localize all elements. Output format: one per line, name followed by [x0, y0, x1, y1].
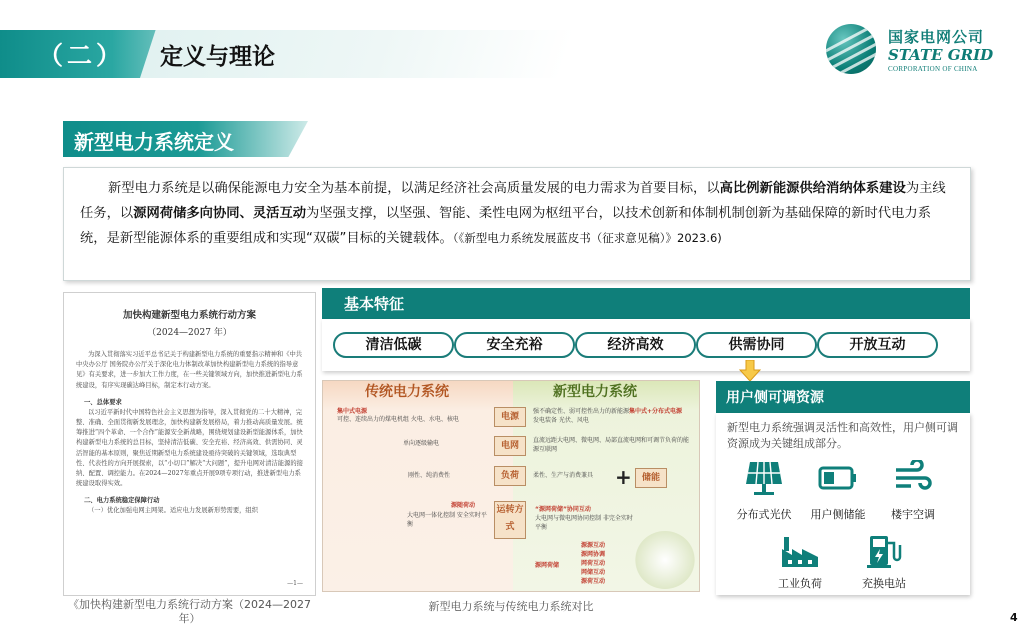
traditional-load-text: 刚性、纯消费性: [408, 472, 451, 479]
document-paragraph: 为深入贯彻落实习近平总书记关于构建新型电力系统的重要指示精神和《中共中央办公厅 国务院办公厅关于深化电力体制改革加快构建新型电力系统的指导意见》有关要求，进一步加大工作力度，在一些关键领域方向，加快推进新型电力系统建设，有序实现碳达峰目标，制定本行动方案。: [76, 351, 303, 389]
document-years: （2024—2027 年）: [147, 328, 232, 338]
document-paragraph: （一）优化加强电网主网架。适应电力发展新形势需要，组织: [88, 507, 259, 515]
resource-label: 用户侧储能: [810, 508, 866, 521]
interaction-item: 源源互动: [581, 542, 606, 549]
feature-pill: 供需协同: [696, 332, 817, 358]
resource-label: 分布式光伏: [736, 508, 792, 521]
globe-icon: [826, 24, 876, 74]
definition-heading: 新型电力系统定义: [74, 130, 234, 154]
battery-icon: [818, 460, 858, 496]
logo-name-cn: 国家电网公司: [888, 28, 985, 46]
air-conditioning-icon: [893, 460, 933, 496]
solar-panel-icon: [744, 460, 784, 496]
interaction-item: 源网协调: [581, 551, 606, 558]
section-title: 定义与理论: [160, 44, 275, 70]
row-label-load: 负荷: [494, 466, 526, 486]
row-label-source: 电源: [494, 407, 526, 427]
comparison-figure: [322, 380, 700, 592]
section-number: （二）: [38, 41, 126, 70]
traditional-mode-text: 大电网一体化控制 安全实时平衡: [407, 512, 487, 528]
document-heading: 二、电力系统稳定保障行动: [84, 497, 160, 505]
new-source-label: 集中式+分布式电源: [629, 408, 683, 415]
interaction-item: 网储互动: [581, 569, 606, 576]
traditional-source-label: 集中式电源: [337, 408, 368, 415]
feature-pill: 清洁低碳: [333, 332, 454, 358]
row-label-grid: 电网: [494, 436, 526, 456]
factory-icon: [780, 533, 820, 569]
definition-text: 为坚强支撑，以坚强、智能、柔性电网为枢纽平台，以技术创新和体制机制创新为基础保障的新时代电力系统，是新型能源体系的重要组成和实现“双碳”目标的关键载体。: [80, 206, 931, 246]
feature-pill: 开放互动: [817, 332, 938, 358]
resource-label: 楼宇空调: [891, 508, 935, 521]
traditional-source-text: 可控、连续出力的煤电机组 火电、水电、核电: [337, 416, 459, 423]
traditional-title: 传统电力系统: [365, 384, 449, 400]
page-number: 4: [1010, 611, 1018, 624]
state-grid-logo: [826, 24, 996, 80]
features-heading: 基本特征: [322, 288, 970, 319]
resource-label: 工业负荷: [778, 577, 822, 590]
interaction-item: 网荷互动: [581, 560, 606, 567]
new-load-text: 柔性、生产与消费兼具: [533, 472, 594, 479]
definition-box: [63, 167, 971, 281]
resource-label: 充换电站: [862, 577, 906, 590]
new-grid-text: 直流远距大电网、微电网、局部直流电网和可调节负荷的能源互联网: [533, 437, 690, 453]
definition-bold-2: 源网荷储多向协同、灵活互动: [133, 206, 307, 221]
user-side-heading: 用户侧可调资源: [716, 381, 970, 413]
definition-text: 新型电力系统是以确保能源电力安全为基本前提，以满足经济社会高质量发展的电力需求为首要目标，以: [108, 181, 720, 196]
definition-bold-1: 高比例新能源供给消纳体系建设: [719, 181, 906, 196]
network-illustration: [635, 531, 695, 589]
new-title: 新型电力系统: [553, 384, 637, 400]
traditional-grid-text: 单向逐级输电: [403, 440, 440, 447]
document-caption: 《加快构建新型电力系统行动方案（2024—2027 年）: [68, 598, 311, 625]
document-preview: [63, 292, 316, 596]
feature-pill: 安全充裕: [454, 332, 575, 358]
stack-left-label: 源网荷储: [535, 562, 560, 569]
new-source-text: 强不确定性、弱可控性出力的新能源发电装备 光伏、风电: [533, 408, 630, 424]
document-page-footer: —1—: [287, 580, 303, 587]
document-paragraph: 以习近平新时代中国特色社会主义思想为指导，深入贯彻党的二十大精神，完整、准确、全面贯彻新发展理念，加快构建新发展格局，着力推动高质量发展。统筹推进“四个革命、一个合作”能源安全新战略，围绕规划建设新型能源体系，加快构建新型电力系统的总目标，坚持清洁低碳、安全充裕、经济高效、供需协同、灵活智能的基本原则，聚焦近期新型电力系统建设亟待突破的关键领域，选取典型性、代表性的方向开展探索，以“小切口”解决“大问题”，提升电网对清洁能源的接纳、配置、调控能力。在2024—2027年重点开展9项专项行动，推进新型电力系统建设取得实效。: [76, 408, 303, 488]
charging-station-icon: [864, 533, 904, 569]
document-title: 加快构建新型电力系统行动方案: [122, 310, 256, 321]
plus-icon: +: [615, 465, 632, 489]
new-mode-label: “源网荷储”协同互动: [535, 506, 591, 513]
row-label-mode: 运转方式: [494, 501, 526, 539]
logo-name-en: STATE GRID: [888, 46, 994, 64]
row-label-storage: 储能: [635, 468, 667, 488]
document-heading: 一、总体要求: [84, 398, 122, 406]
interaction-item: 源荷互动: [581, 578, 606, 585]
new-mode-text: 大电网与微电网协同控制 非完全实时平衡: [535, 515, 633, 531]
feature-pill: 经济高效: [575, 332, 696, 358]
traditional-mode-label: 源随荷动: [451, 502, 476, 509]
user-side-description: 新型电力系统强调灵活性和高效性，用户侧可调资源成为关键组成部分。: [727, 421, 958, 450]
definition-text: 为主线任务，以: [80, 181, 946, 221]
arrow-down-icon: [739, 360, 761, 382]
logo-subtitle: CORPORATION OF CHINA: [888, 65, 978, 73]
comparison-caption: 新型电力系统与传统电力系统对比: [428, 600, 594, 613]
definition-citation: （《新型电力系统发展蓝皮书（征求意见稿）》2023.6): [452, 231, 722, 245]
